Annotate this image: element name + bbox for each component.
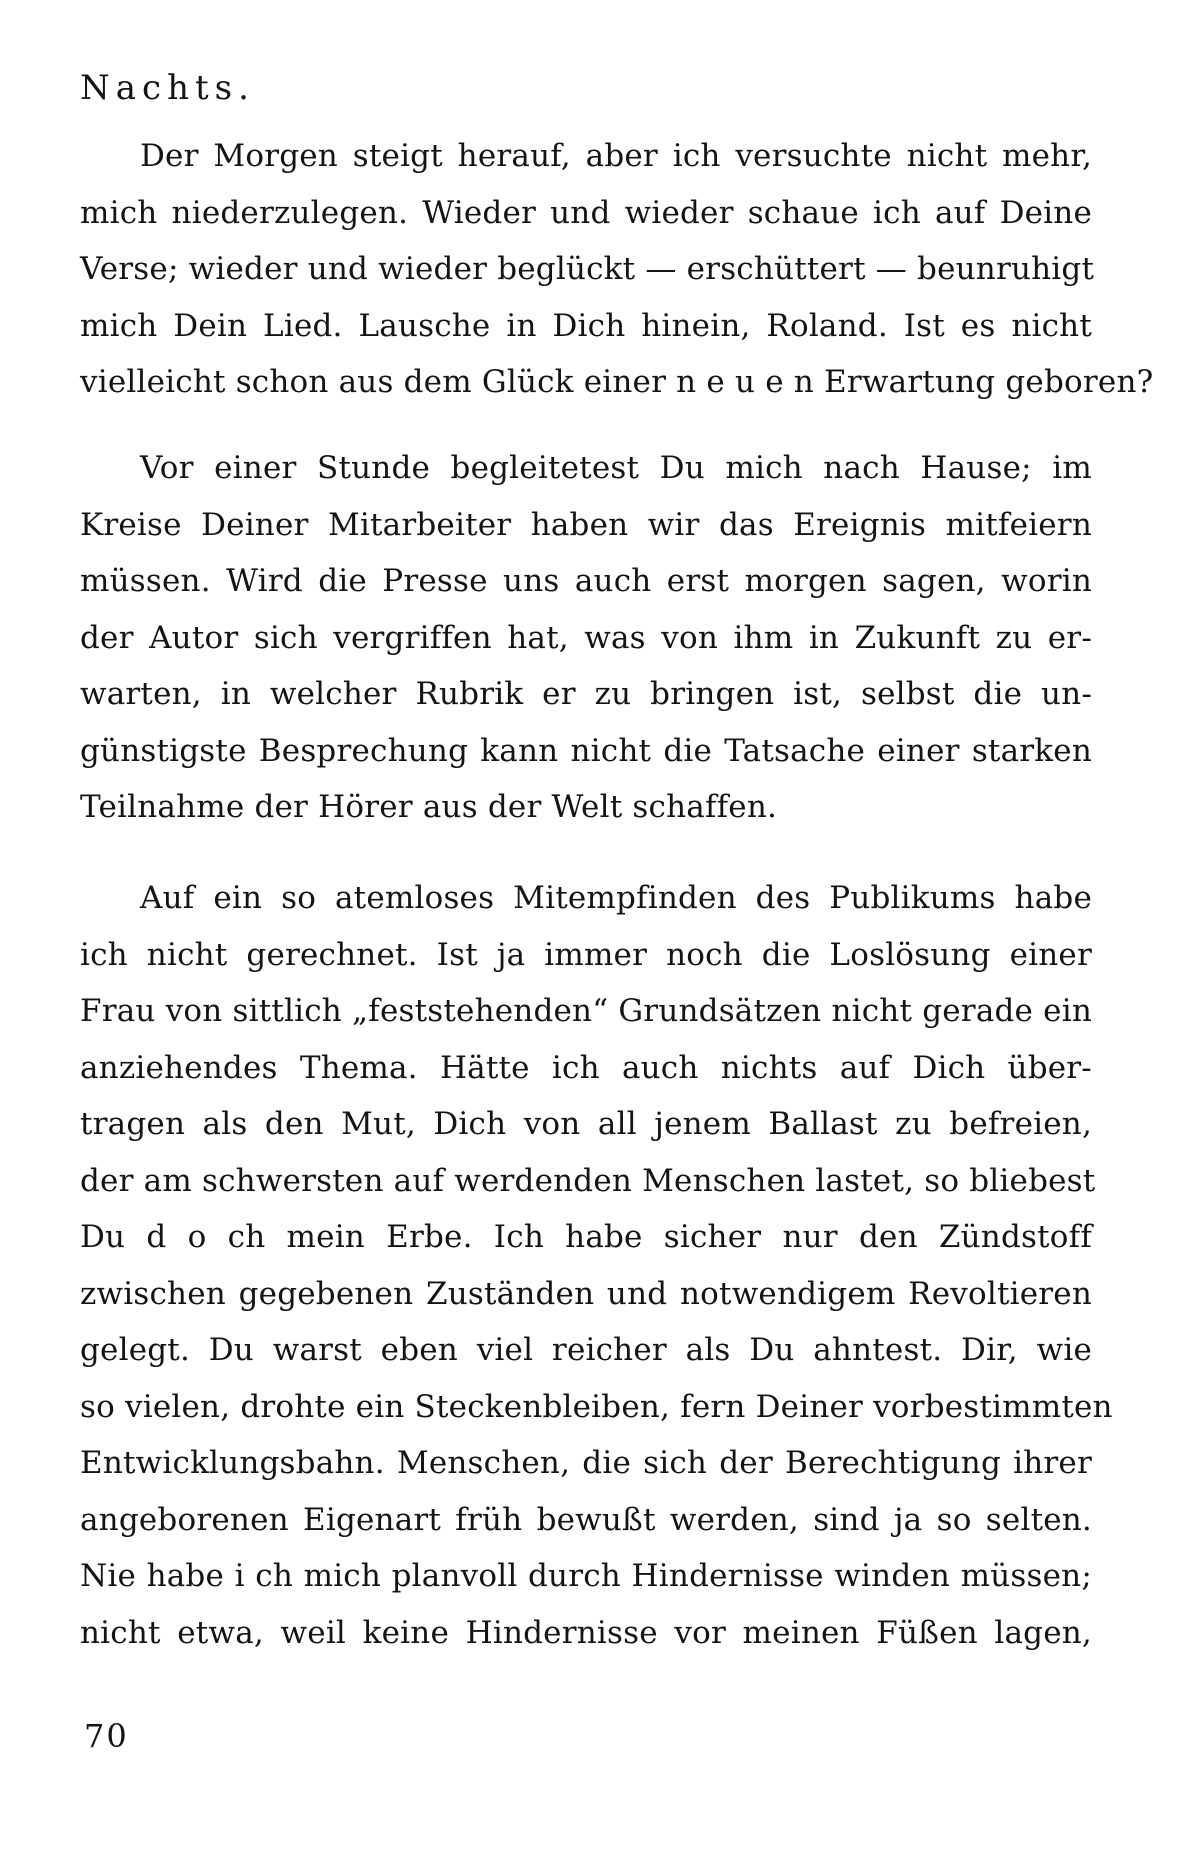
page-number: 70 (84, 1717, 129, 1755)
text-line: Entwicklungsbahn. Menschen, die sich der Berechtigung ihrer (80, 1445, 1092, 1481)
text-line: angeborenen Eigenart früh bewußt werden, sind ja so selten. (80, 1501, 1092, 1538)
paragraph-2 (80, 440, 1092, 836)
text-line: Frau von sittlich „feststehenden“ Grundsätzen nicht gerade ein (80, 993, 1092, 1029)
text-line: mich niederzulegen. Wieder und wieder schaue ich auf Deine (80, 194, 1092, 231)
text-line: warten, in welcher Rubrik er zu bringen ist, selbst die un- (80, 676, 1092, 712)
text-line: Du d o ch mein Erbe. Ich habe sicher nur den Zündstoff (80, 1219, 1092, 1255)
text-line: nicht etwa, weil keine Hindernisse vor meinen Füßen lagen, (80, 1614, 1092, 1651)
text-line: anziehendes Thema. Hätte ich auch nichts auf Dich über- (80, 1049, 1092, 1086)
text-line: mich Dein Lied. Lausche in Dich hinein, Roland. Ist es nicht (80, 307, 1092, 344)
text-line: Nie habe i ch mich planvoll durch Hindernisse winden müssen; (80, 1558, 1092, 1594)
text-line: Teilnahme der Hörer aus der Welt schaffen. (80, 789, 778, 825)
text-line: so vielen, drohte ein Steckenbleiben, fern Deiner vorbestimmten (80, 1388, 1113, 1425)
text-line: Vor einer Stunde begleitetest Du mich nach Hause; im (140, 450, 1092, 486)
text-line: Kreise Deiner Mitarbeiter haben wir das Ereignis mitfeiern (80, 506, 1092, 543)
text-line: müssen. Wird die Presse uns auch erst morgen sagen, worin (80, 563, 1092, 599)
text-line: zwischen gegebenen Zuständen und notwendigem Revoltieren (80, 1275, 1092, 1312)
text-line: tragen als den Mut, Dich von all jenem Ballast zu befreien, (80, 1106, 1092, 1142)
text-line: vielleicht schon aus dem Glück einer n e u e n Erwartung geboren? (80, 364, 1154, 400)
text-line: ich nicht gerechnet. Ist ja immer noch die Loslösung einer (80, 936, 1092, 973)
paragraph-1 (80, 128, 1154, 411)
text-line: Der Morgen steigt herauf, aber ich versuchte nicht mehr, (140, 138, 1092, 174)
text-line: der am schwersten auf werdenden Menschen lastet, so bliebest (80, 1162, 1096, 1199)
section-heading: Nachts. (80, 68, 255, 108)
text-line: Verse; wieder und wieder beglückt — erschüttert — beunruhigt (80, 251, 1095, 287)
text-line: Auf ein so atemloses Mitempfinden des Publikums habe (140, 880, 1092, 916)
text-line: günstigste Besprechung kann nicht die Tatsache einer starken (80, 732, 1092, 769)
text-line: der Autor sich vergriffen hat, was von ihm in Zukunft zu er- (80, 619, 1092, 656)
text-line: gelegt. Du warst eben viel reicher als Du ahntest. Dir, wie (80, 1332, 1092, 1368)
paragraph-3 (80, 870, 1113, 1661)
